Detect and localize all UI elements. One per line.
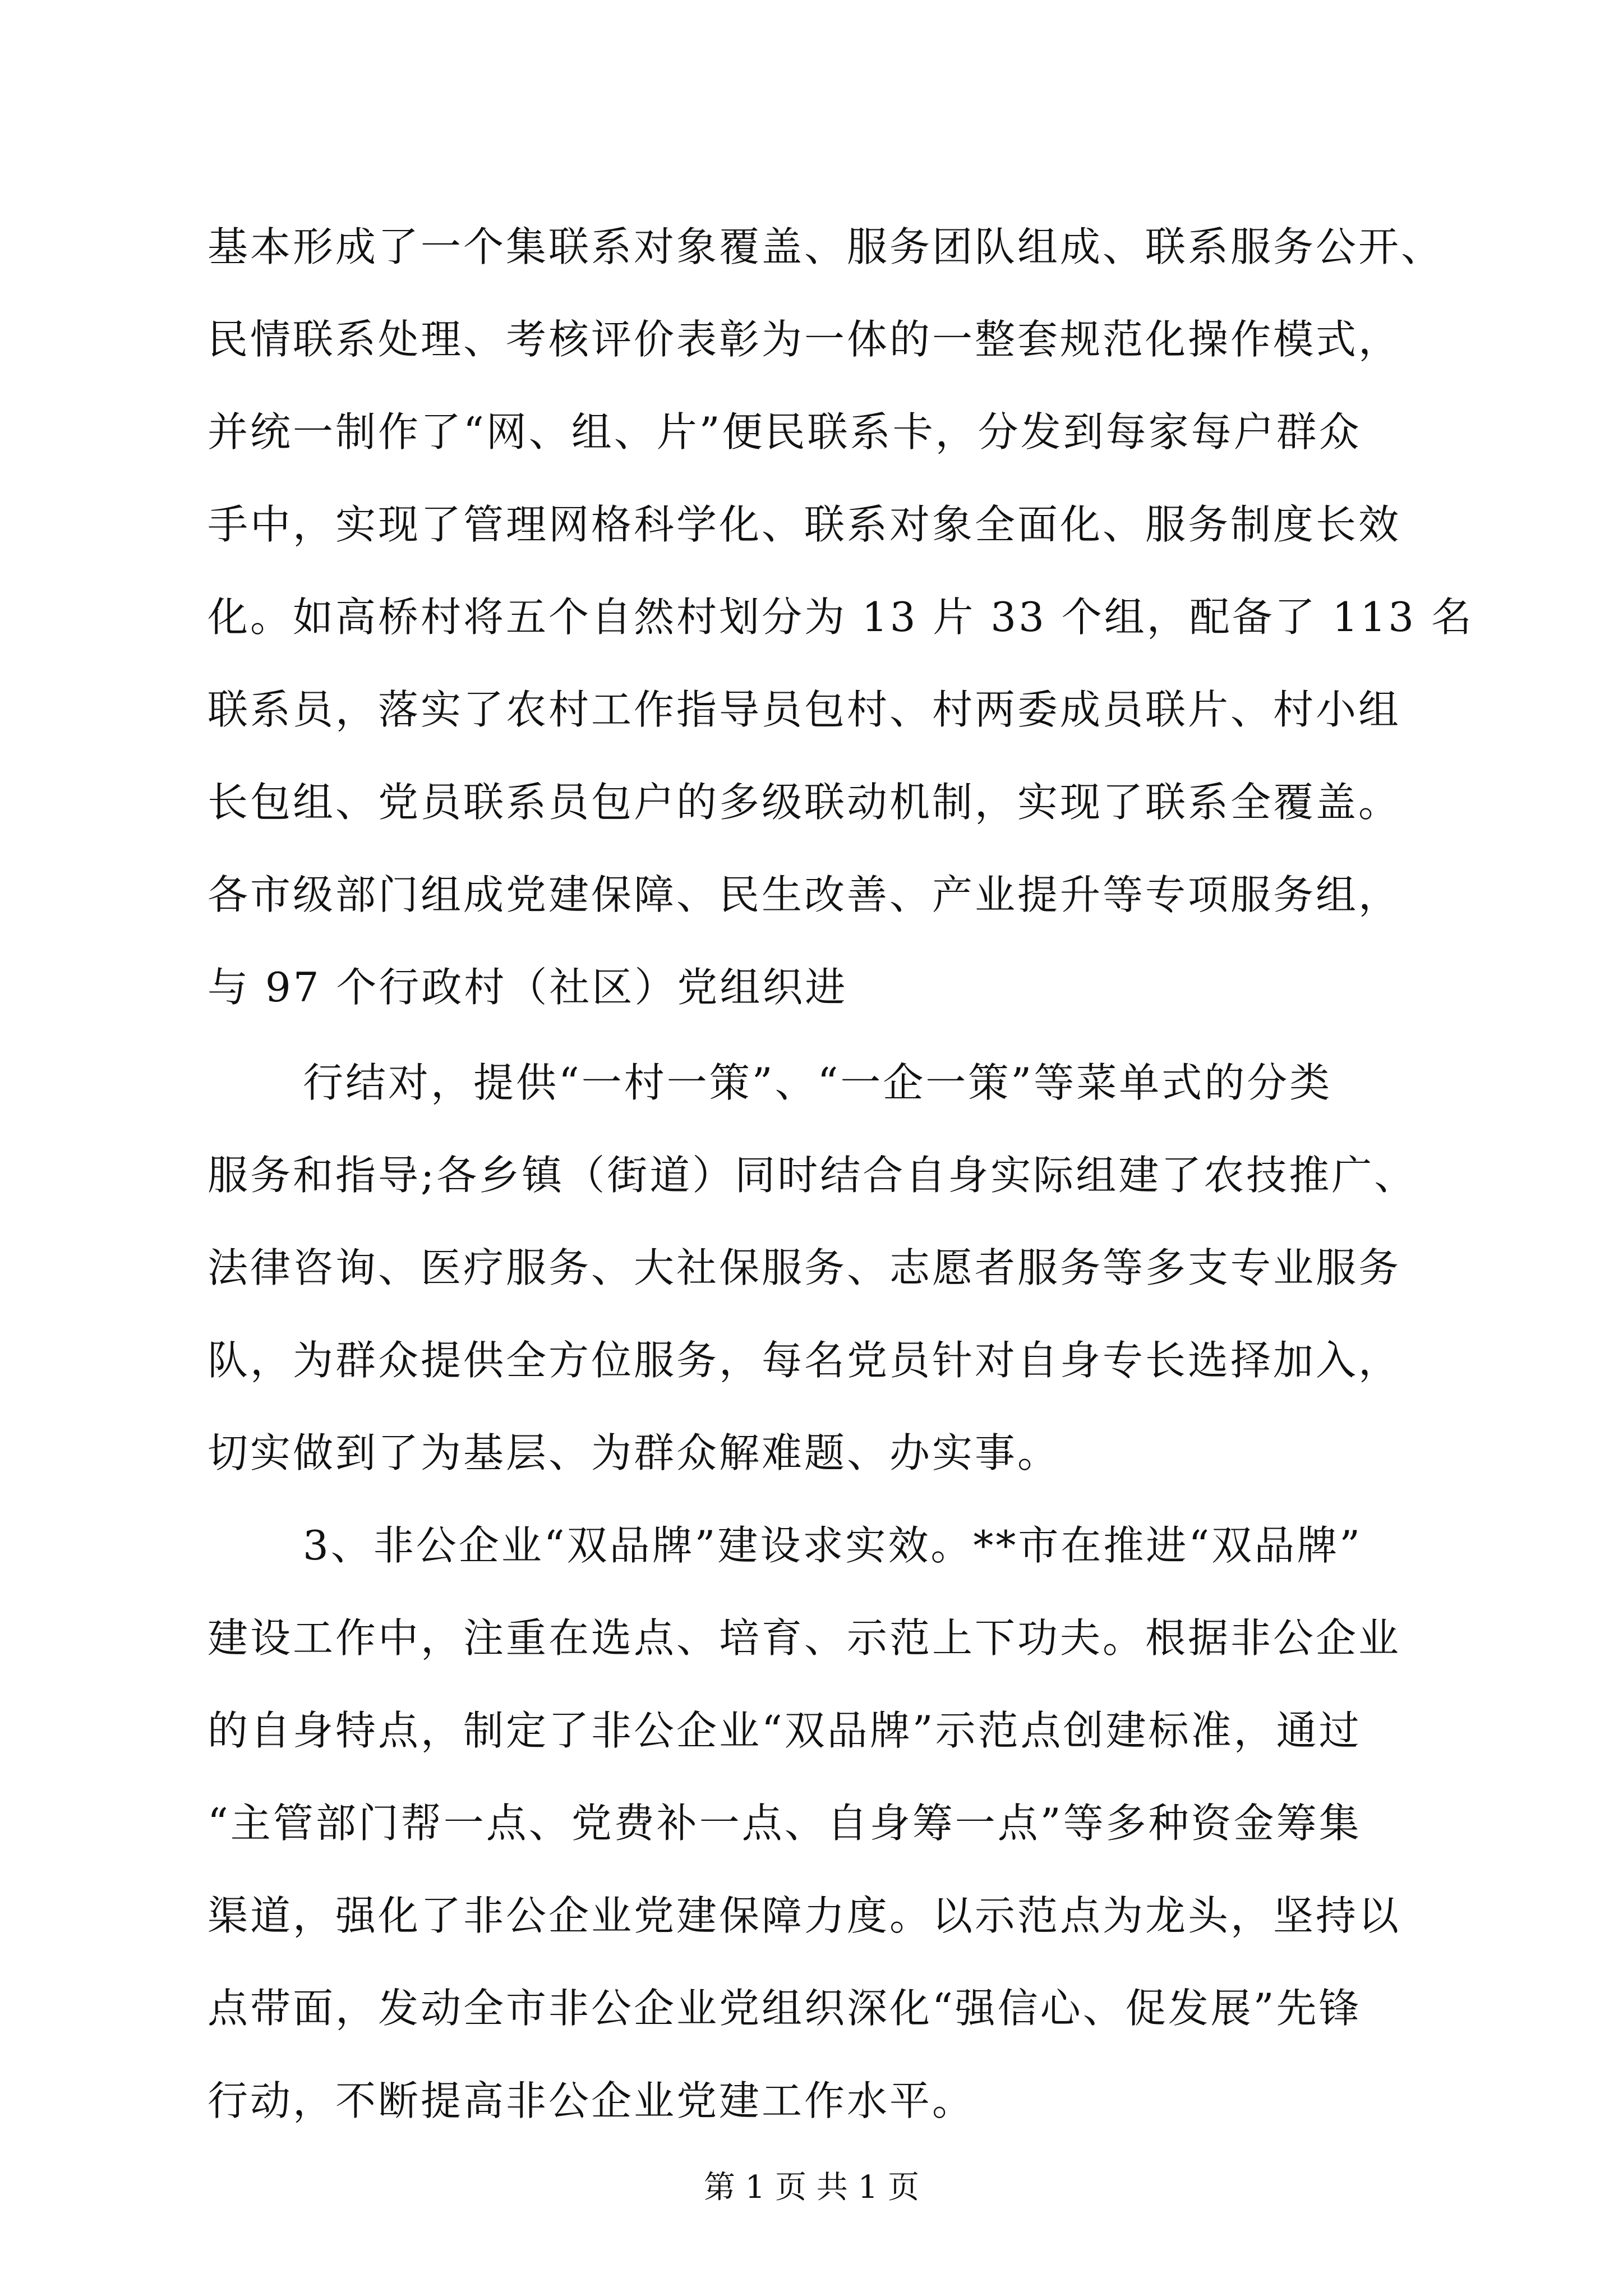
page-footer: 第 1 页 共 1 页	[703, 2169, 920, 2206]
body-text-line: 联系员，落实了农村工作指导员包村、村两委成员联片、村小组	[208, 686, 1401, 733]
body-text-line: 民情联系处理、考核评价表彰为一体的一整套规范化操作模式，	[208, 316, 1401, 363]
body-text-line: 长包组、党员联系员包户的多级联动机制，实现了联系全覆盖。	[208, 779, 1401, 826]
body-text-line: 各市级部门组成党建保障、民生改善、产业提升等专项服务组，	[208, 871, 1401, 918]
body-text-line: 3、非公企业“双品牌”建设求实效。**市在推进“双品牌”	[303, 1522, 1363, 1569]
body-text-line: 切实做到了为基层、为群众解难题、办实事。	[208, 1429, 1061, 1476]
body-text-line: 队，为群众提供全方位服务，每名党员针对自身专长选择加入，	[208, 1337, 1401, 1384]
body-text-line: 服务和指导;各乡镇（街道）同时结合自身实际组建了农技推广、	[208, 1152, 1417, 1199]
body-text-line: 基本形成了一个集联系对象覆盖、服务团队组成、联系服务公开、	[208, 223, 1444, 270]
body-text-line: 化。如高桥村将五个自然村划分为 13 片 33 个组，配备了 113 名	[208, 593, 1474, 641]
body-text-line: 行结对，提供“一村一策”、“一企一策”等菜单式的分类	[303, 1059, 1332, 1106]
body-text-line: 渠道，强化了非公企业党建保障力度。以示范点为龙头，坚持以	[208, 1892, 1401, 1939]
body-text-line: 的自身特点，制定了非公企业“双品牌”示范点创建标准，通过	[208, 1707, 1362, 1754]
body-text-line: 点带面，发动全市非公企业党组织深化“强信心、促发展”先锋	[208, 1985, 1362, 2032]
body-text-line: 与 97 个行政村（社区）党组织进	[208, 964, 848, 1011]
body-text-line: 建设工作中，注重在选点、培育、示范上下功夫。根据非公企业	[208, 1614, 1401, 1662]
body-text-line: 手中，实现了管理网格科学化、联系对象全面化、服务制度长效	[208, 501, 1401, 548]
body-text-line: “主管部门帮一点、党费补一点、自身筹一点”等多种资金筹集	[208, 1800, 1362, 1847]
body-text-line-last: 行动，不断提高非公企业党建工作水平。	[208, 2077, 975, 2124]
body-text-line: 并统一制作了“网、组、片”便民联系卡，分发到每家每户群众	[208, 408, 1362, 455]
body-text-line: 法律咨询、医疗服务、大社保服务、志愿者服务等多支专业服务	[208, 1244, 1401, 1291]
